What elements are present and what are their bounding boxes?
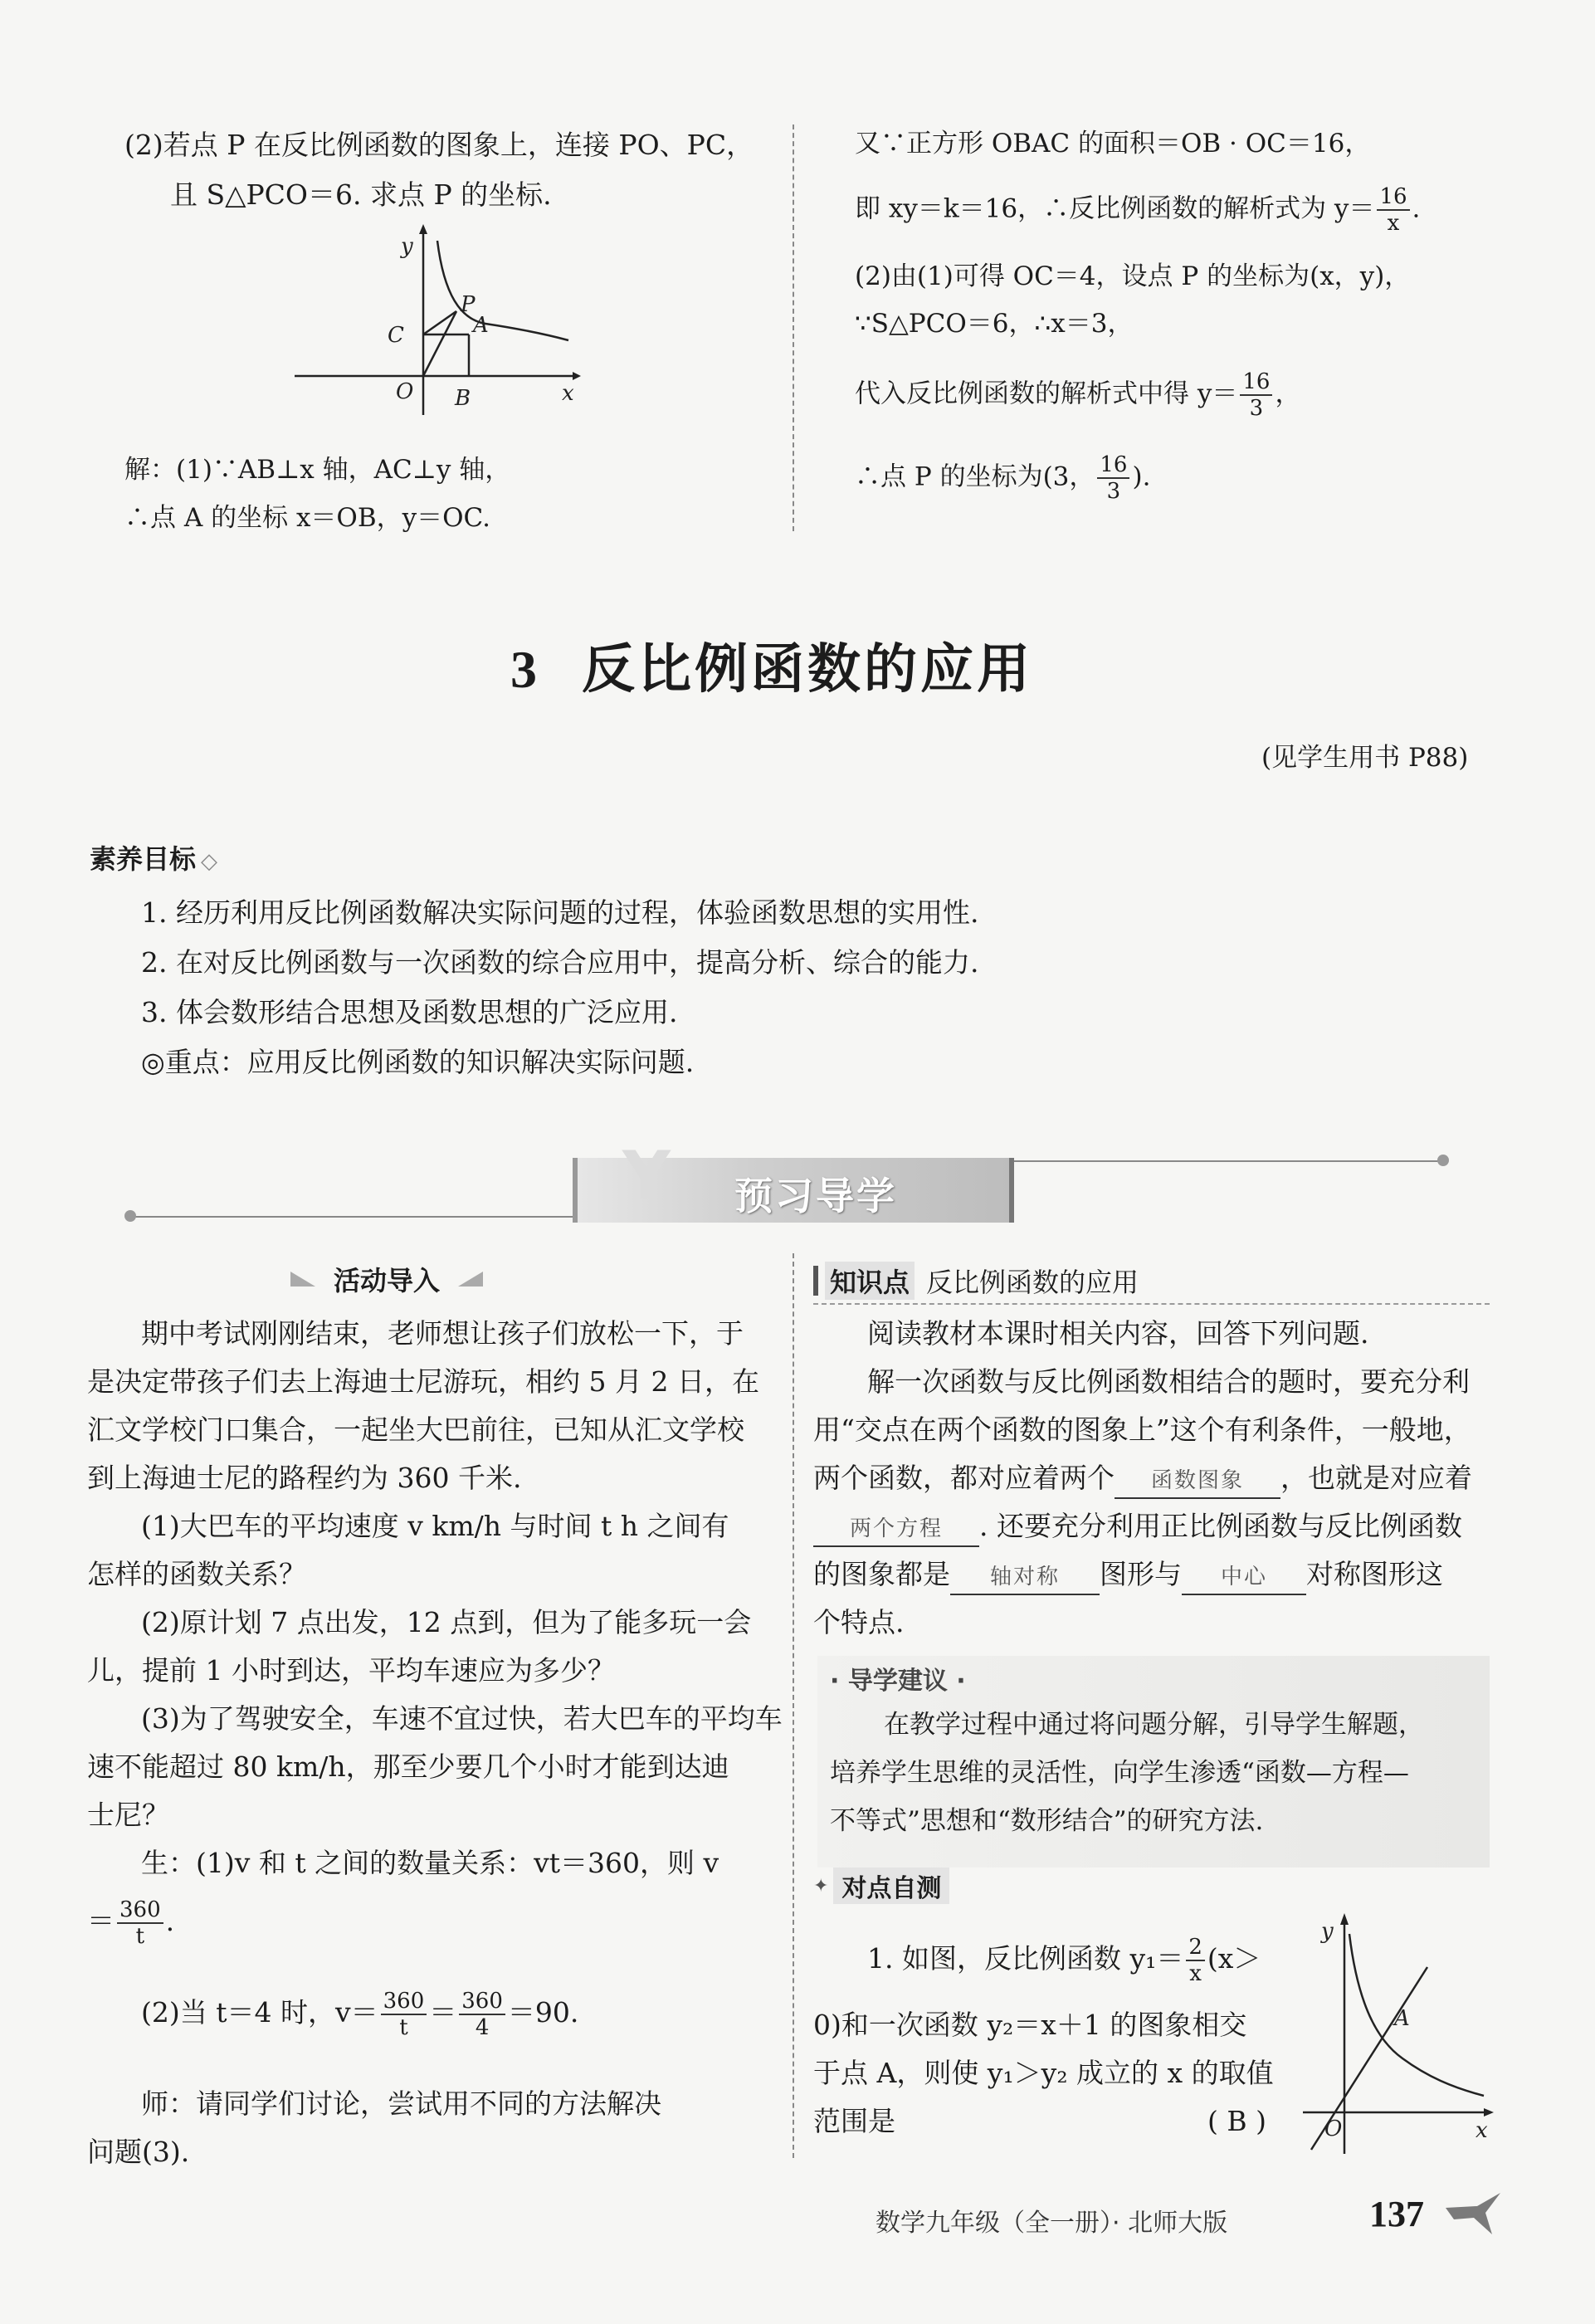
question-2b-line2: 儿，提前 1 小时到达，平均车速应为多少？: [87, 1654, 615, 1687]
graph1-label-C: C: [388, 323, 404, 348]
fill-blank-2: 两个方程: [813, 1512, 979, 1547]
kp-tag: 知识点: [825, 1262, 915, 1300]
banner-line-right: [1004, 1160, 1444, 1162]
goals-heading: 素养目标 ◇: [90, 843, 218, 875]
question-3-line2: 速不能超过 80 km/h，那至少要几个小时才能到达迪: [87, 1750, 729, 1783]
fill-blank-1: 函数图象: [1115, 1464, 1280, 1499]
triangle-left-icon: [290, 1272, 315, 1286]
banner-y-shape: Y: [622, 1137, 671, 1214]
question-1-line1: (1)大巴车的平均速度 v km/h 与时间 t h 之间有: [141, 1510, 729, 1542]
triangle-right-icon: [458, 1272, 483, 1286]
selftest-q1-line4: 范围是: [813, 2105, 895, 2137]
column-divider-bottom: [793, 1253, 794, 2158]
fraction-16-over-x: $\frac{16}{x}$: [1377, 184, 1409, 236]
kp-paragraph-2d: 两个方程 . 还要充分利用正比例函数与反比例函数: [813, 1501, 1462, 1550]
kp-marker: [813, 1266, 818, 1296]
kp-paragraph-2f: 个特点.: [813, 1606, 905, 1638]
kp-paragraph-2a: 解一次函数与反比例函数相结合的题时，要充分利: [867, 1365, 1470, 1398]
fraction-16-over-3-b: $\frac{16}{3}$: [1097, 452, 1129, 504]
banner-line-right-dot: [1437, 1155, 1449, 1166]
kp-paragraph-2b: 用“交点在两个函数的图象上”这个有利条件，一般地，: [813, 1413, 1471, 1446]
intro-line-4: 到上海迪士尼的路程约为 360 千米.: [87, 1462, 522, 1494]
column-divider-top: [793, 124, 794, 531]
kp-paragraph-2c: 两个函数，都对应着两个 函数图象 ，也就是对应着: [813, 1453, 1472, 1502]
fill-blank-3: 轴对称: [950, 1560, 1100, 1595]
graph2-label-y: y: [1321, 1919, 1334, 1944]
kp-title: 反比例函数的应用: [926, 1267, 1139, 1298]
footer-book: 数学九年级（全一册）· 北师大版: [876, 2209, 1228, 2238]
question-2b-line1: (2)原计划 7 点出发，12 点到，但为了能多玩一会: [141, 1606, 752, 1638]
graph1-label-y: y: [401, 234, 413, 259]
advice-heading: · 导学建议 ·: [830, 1667, 966, 1696]
graph2-label-x: x: [1475, 2118, 1488, 2143]
section-title-text: 反比例函数的应用: [582, 640, 1033, 699]
fraction-2-over-x: $\frac{2}{x}$: [1186, 1935, 1205, 1986]
fraction-16-over-3: $\frac{16}{3}$: [1240, 369, 1272, 421]
self-test-heading: ✦ 对点自测: [813, 1868, 949, 1904]
section-title: [510, 627, 1033, 703]
textbook-reference: (见学生用书 P88): [1261, 743, 1469, 773]
teacher-line-2: 问题(3).: [87, 2136, 190, 2168]
intro-line-1: 期中考试刚刚结束，老师想让孩子们放松一下，于: [141, 1317, 744, 1350]
diamond-icon: ◇: [201, 849, 218, 874]
intro-line-3: 汇文学校门口集合，一起坐大巴前往，已知从汇文学校: [87, 1413, 744, 1446]
page-number: 137: [1369, 2194, 1424, 2234]
hyperbola-line-graph-2: [1295, 1913, 1494, 2158]
solution-right-line5: 代入反比例函数的解析式中得 y＝ $\frac{16}{3}$ ，: [855, 369, 1301, 421]
advice-line-3: 不等式”思想和“数形结合”的研究方法.: [830, 1806, 1264, 1836]
graph2-label-O: O: [1324, 2116, 1343, 2141]
fraction-360-over-4: $\frac{360}{4}$: [459, 1989, 505, 2040]
bird-icon: [1444, 2191, 1502, 2237]
goal-item-2: 2. 在对反比例函数与一次函数的综合应用中，提高分析、综合的能力.: [141, 946, 979, 979]
fill-blank-4: 中心: [1182, 1560, 1306, 1595]
graph1-label-B: B: [455, 386, 471, 411]
kp-paragraph-2e: 的图象都是 轴对称 图形与 中心 对称图形这: [813, 1550, 1443, 1599]
intro-line-2: 是决定带孩子们去上海迪士尼游玩，相约 5 月 2 日，在: [87, 1365, 759, 1398]
hyperbola-graph-1: [295, 224, 581, 415]
question-3-line1: (3)为了驾驶安全，车速不宜过快，若大巴车的平均车: [141, 1702, 783, 1735]
activity-heading: 活动导入: [290, 1260, 483, 1298]
graph1-label-A: A: [473, 313, 489, 338]
kp-paragraph-1: 阅读教材本课时相关内容，回答下列问题.: [867, 1317, 1369, 1350]
goal-key-point: ◎重点：应用反比例函数的知识解决实际问题.: [141, 1046, 695, 1078]
fraction-360-over-t: $\frac{360}{t}$: [117, 1897, 163, 1949]
solution-line1: 解：(1)∵AB⊥x 轴，AC⊥y 轴，: [124, 455, 511, 485]
advice-line-2: 培养学生思维的灵活性，向学生渗透“函数—方程—: [830, 1758, 1409, 1788]
banner-label: 预习导学: [734, 1174, 897, 1218]
knowledge-point-header: [813, 1262, 1490, 1305]
goal-item-1: 1. 经历利用反比例函数解决实际问题的过程，体验函数思想的实用性.: [141, 896, 979, 929]
graph1-label-x: x: [562, 381, 574, 406]
selftest-q1-line1: 1. 如图，反比例函数 y₁＝ $\frac{2}{x}$ (x＞: [867, 1935, 1261, 1986]
solution-right-line1: 又∵正方形 OBAC 的面积＝OB · OC＝16，: [855, 129, 1371, 159]
graph1-label-P: P: [461, 292, 476, 317]
solution-right-line6: ∴点 P 的坐标为(3， $\frac{16}{3}$ ).: [855, 452, 1151, 504]
advice-line-1: 在教学过程中通过将问题分解，引导学生解题，: [884, 1710, 1424, 1740]
question-1-line2: 怎样的函数关系？: [87, 1558, 306, 1590]
section-number: 3: [510, 640, 540, 699]
graph1-label-O: O: [396, 379, 414, 404]
student-answer-1b: ＝ $\frac{360}{t}$ .: [87, 1897, 175, 1949]
solution-right-line4: ∵S△PCO＝6，∴x＝3，: [855, 309, 1134, 339]
fraction-360-over-t-b: $\frac{360}{t}$: [381, 1989, 427, 2040]
student-answer-2: (2)当 t＝4 时，v＝ $\frac{360}{t}$ ＝ $\frac{360}{4}$ ＝90.: [141, 1989, 579, 2040]
goal-item-3: 3. 体会数形结合思想及函数思想的广泛应用.: [141, 996, 678, 1028]
solution-line2: ∴点 A 的坐标 x＝OB，y＝OC.: [124, 503, 491, 533]
selftest-q1-answer: ( B ): [1207, 2105, 1266, 2137]
question-3-line3: 士尼？: [87, 1799, 169, 1831]
banner-line-left: [129, 1216, 589, 1218]
teacher-line-1: 师：请同学们讨论，尝试用不同的方法解决: [141, 2087, 661, 2120]
graph2-label-A: A: [1394, 2006, 1410, 2031]
student-answer-1: 生：(1)v 和 t 之间的数量关系：vt＝360，则 v: [141, 1847, 719, 1879]
question-2-line1: (2)若点 P 在反比例函数的图象上，连接 PO、PC，: [124, 129, 754, 161]
solution-right-line3: (2)由(1)可得 OC＝4，设点 P 的坐标为(x，y)，: [855, 261, 1411, 291]
question-2-line2: 且 S△PCO＝6. 求点 P 的坐标.: [170, 178, 552, 211]
star-icon: ✦: [813, 1875, 829, 1897]
selftest-q1-line3: 于点 A，则使 y₁＞y₂ 成立的 x 的取值: [813, 2057, 1274, 2089]
solution-right-line2: 即 xy＝k＝16，∴反比例函数的解析式为 y＝ $\frac{16}{x}$ .: [855, 184, 1421, 236]
selftest-q1-line2: 0)和一次函数 y₂＝x＋1 的图象相交: [813, 2009, 1247, 2041]
banner-line-left-dot: [124, 1210, 136, 1222]
